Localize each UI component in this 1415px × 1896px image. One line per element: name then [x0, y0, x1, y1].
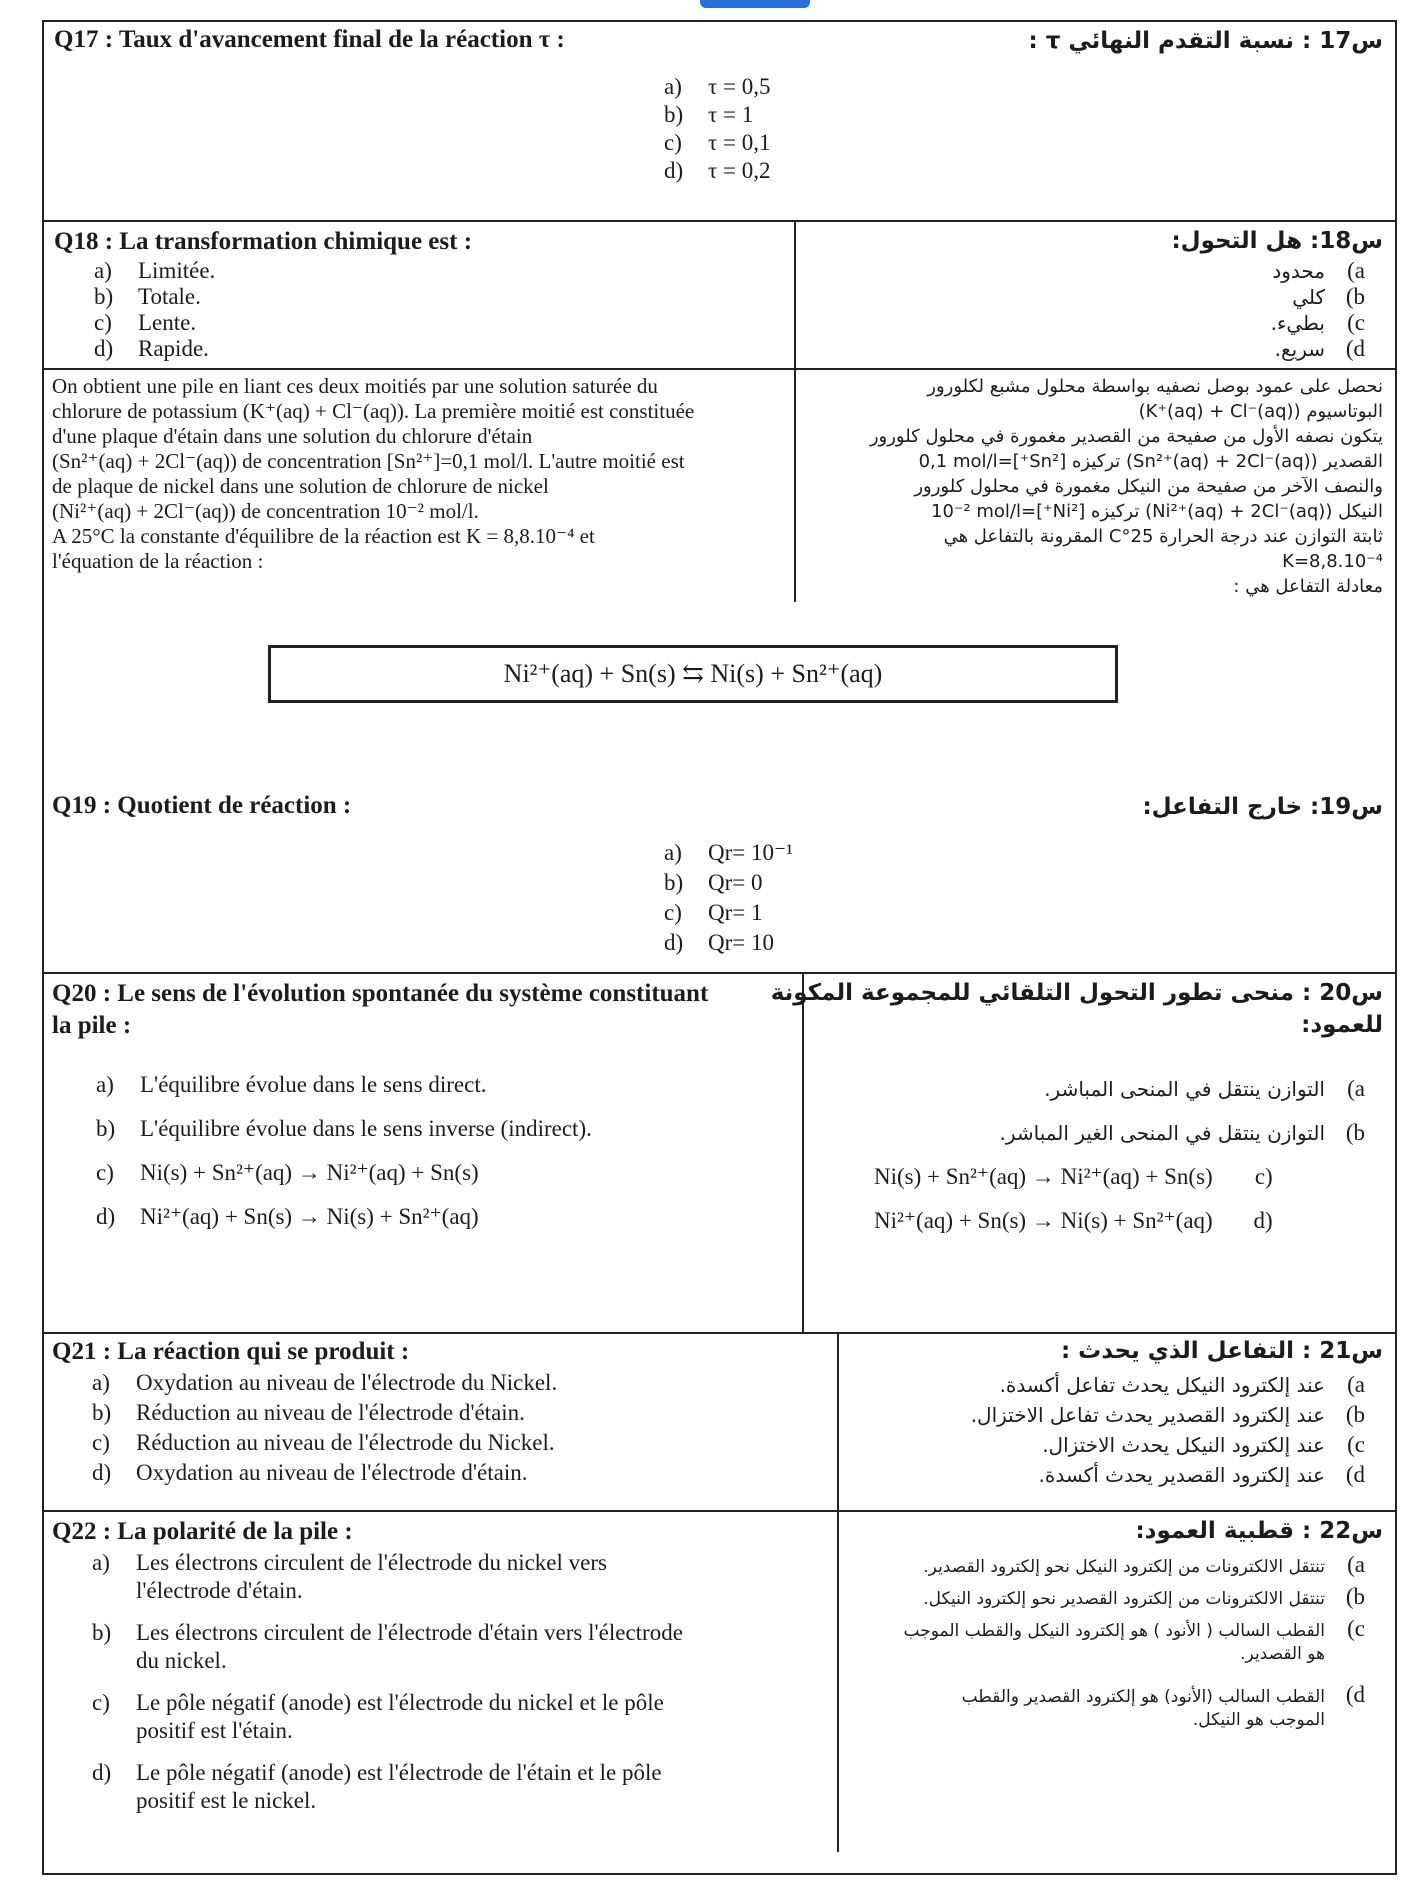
column-divider: [802, 974, 804, 1332]
q19-title-ar: س19: خارج التفاعل:: [1142, 794, 1383, 820]
q20-option-d-ar: Ni²⁺(aq) + Sn(s) → Ni(s) + Sn²⁺(aq) d): [874, 1208, 1273, 1233]
q22-option-a-fr-cont: l'électrode d'étain.: [136, 1578, 303, 1603]
column-divider: [794, 370, 796, 602]
reaction-equation: Ni²⁺(aq) + Sn(s) ⇆ Ni(s) + Sn²⁺(aq): [503, 659, 883, 688]
q19-option-c: c) Qr= 1: [664, 900, 763, 925]
q18-section: [44, 222, 1395, 370]
q17-option-b: b) τ = 1: [664, 102, 754, 127]
q22-option-c-ar-cont: هو القصدير.: [1240, 1644, 1325, 1664]
q20-section: [44, 974, 1395, 1334]
q22-option-d-fr: d) Le pôle négatif (anode) est l'électrode de l'étain et le pôle: [92, 1760, 662, 1785]
q18-option-d-fr: d) Rapide.: [94, 336, 209, 361]
q22-option-a-ar: a)تنتقل الالكترونات من إلكترود النيكل نحو إلكترود القصدير.: [923, 1552, 1365, 1577]
q21-option-a-fr: a) Oxydation au niveau de l'électrode du Nickel.: [92, 1370, 558, 1395]
q22-option-c-ar: c)القطب السالب ( الأنود ) هو إلكترود النيكل والقطب الموجب: [903, 1616, 1365, 1641]
q18-option-b-fr: b) Totale.: [94, 284, 201, 309]
context-paragraph-fr: On obtient une pile en liant ces deux moitiés par une solution saturée du chlorure de potassium (K⁺(aq) + Cl⁻(aq)). La première moitié est constituée d'une plaque d'étain dans une solution du chlorure d'étain (Sn²⁺(aq) + 2Cl⁻(aq)) de concentration [Sn²⁺]=0,1 mol/l. L'autre moitié est de plaque de nickel dans une solution de chlorure de nickel (Ni²⁺(aq) + 2Cl⁻(aq)) de concentration 10⁻² mol/l. A 25°C la constante d'équilibre de la réaction est K = 8,8.10⁻⁴ et l'équation de la réaction :: [52, 374, 695, 573]
q18-option-c-ar: c)بطيء.: [1270, 310, 1365, 335]
q21-title-ar: س21 : التفاعل الذي يحدث :: [1060, 1338, 1383, 1364]
q22-option-a-fr: a) Les électrons circulent de l'électrode du nickel vers: [92, 1550, 607, 1575]
q17-option-a: a) τ = 0,5: [664, 74, 771, 99]
q20-title-ar-line1: س20 : منحى تطور التحول التلقائي للمجموعة المكونة: [770, 980, 1383, 1006]
q22-title-fr: Q22 : La polarité de la pile :: [52, 1518, 353, 1545]
q20-option-b-fr: b) L'équilibre évolue dans le sens inverse (indirect).: [96, 1116, 592, 1141]
q21-option-c-ar: c)عند إلكترود النيكل يحدث الاختزال.: [1042, 1432, 1365, 1457]
q22-option-d-ar-cont: الموجب هو النيكل.: [1192, 1710, 1325, 1730]
q20-title-fr-line1: Q20 : Le sens de l'évolution spontanée du système constituant: [52, 980, 709, 1007]
reaction-equation-box: [268, 645, 1118, 703]
q22-option-b-fr: b) Les électrons circulent de l'électrode d'étain vers l'électrode: [92, 1620, 683, 1645]
q20-option-b-ar: b)التوازن ينتقل في المنحى الغير المباشر.: [999, 1120, 1365, 1145]
q22-option-b-ar: b)تنتقل الالكترونات من إلكترود القصدير نحو إلكترود النيكل.: [923, 1584, 1365, 1609]
q17-title-ar: س17 : نسبة التقدم النهائي τ :: [1028, 28, 1383, 54]
q18-option-a-ar: a)محدود: [1272, 258, 1365, 283]
context-paragraph-ar: نحصل على عمود بوصل نصفيه بواسطة محلول مشبع لكلورور البوتاسيوم (K⁺(aq) + Cl⁻(aq)) يتكون نصفه الأول من صفيحة من القصدير مغمورة في محلول كلورور القصدير (Sn²⁺(aq) + 2Cl⁻(aq)) تركيزه [Sn²⁺]=0,1 mol/l والنصف الآخر من صفيحة من النيكل مغمورة في محلول كلورور النيكل (Ni²⁺(aq) + 2Cl⁻(aq)) تركيزه [Ni²⁺]=10⁻² mol/l ثابتة التوازن عند درجة الحرارة 25°C المقرونة بالتفاعل هي K=8,8.10⁻⁴ معادلة التفاعل هي :: [869, 376, 1383, 597]
q22-title-ar: س22 : قطبية العمود:: [1135, 1518, 1383, 1544]
q22-option-d-fr-cont: positif est le nickel.: [136, 1788, 317, 1813]
q21-title-fr: Q21 : La réaction qui se produit :: [52, 1338, 410, 1365]
q21-option-d-ar: d)عند إلكترود القصدير يحدث أكسدة.: [1038, 1462, 1365, 1487]
column-divider: [837, 1512, 839, 1852]
q19-title-fr: Q19 : Quotient de réaction :: [52, 792, 352, 819]
q18-option-c-fr: c) Lente.: [94, 310, 197, 335]
q20-option-a-ar: a)التوازن ينتقل في المنحى المباشر.: [1044, 1076, 1365, 1101]
q19-option-d: d) Qr= 10: [664, 930, 774, 955]
q19-option-a: a) Qr= 10⁻¹: [664, 840, 794, 865]
q22-option-c-fr-cont: positif est l'étain.: [136, 1718, 293, 1743]
q22-option-d-ar: d)القطب السالب (الأنود) هو إلكترود القصدير والقطب: [961, 1682, 1365, 1707]
column-divider: [794, 222, 796, 368]
q20-option-c-fr: c) Ni(s) + Sn²⁺(aq) → Ni²⁺(aq) + Sn(s): [96, 1160, 479, 1185]
q17-option-c: c) τ = 0,1: [664, 130, 771, 155]
q20-title-fr-line2: la pile :: [52, 1012, 132, 1039]
q18-option-d-ar: d)سريع.: [1274, 336, 1365, 361]
q18-title-ar: س18: هل التحول:: [1171, 228, 1383, 254]
q21-option-b-fr: b) Réduction au niveau de l'électrode d'étain.: [92, 1400, 525, 1425]
q21-option-d-fr: d) Oxydation au niveau de l'électrode d'étain.: [92, 1460, 528, 1485]
exam-sheet: [42, 20, 1397, 1875]
q20-option-c-ar: Ni(s) + Sn²⁺(aq) → Ni²⁺(aq) + Sn(s) c): [874, 1164, 1273, 1189]
q21-option-c-fr: c) Réduction au niveau de l'électrode du Nickel.: [92, 1430, 555, 1455]
q20-title-ar-line2: للعمود:: [1301, 1012, 1383, 1038]
q21-option-a-ar: a)عند إلكترود النيكل يحدث تفاعل أكسدة.: [999, 1372, 1365, 1397]
q21-option-b-ar: b)عند إلكترود القصدير يحدث تفاعل الاختزال.: [970, 1402, 1365, 1427]
q21-section: [44, 1334, 1395, 1512]
q22-option-c-fr: c) Le pôle négatif (anode) est l'électrode du nickel et le pôle: [92, 1690, 664, 1715]
q17-option-d: d) τ = 0,2: [664, 158, 771, 183]
q18-option-a-fr: a) Limitée.: [94, 258, 216, 283]
q20-option-a-fr: a) L'équilibre évolue dans le sens direct.: [96, 1072, 487, 1097]
top-mark: [700, 0, 810, 8]
q18-option-b-ar: b)كلي: [1292, 284, 1365, 309]
q22-option-b-fr-cont: du nickel.: [136, 1648, 227, 1673]
q18-title-fr: Q18 : La transformation chimique est :: [54, 228, 473, 255]
column-divider: [837, 1334, 839, 1510]
q17-section: [44, 22, 1395, 222]
q22-section: [44, 1512, 1395, 1875]
q19-option-b: b) Qr= 0: [664, 870, 763, 895]
q17-title-fr: Q17 : Taux d'avancement final de la réaction τ :: [54, 26, 565, 53]
q20-option-d-fr: d) Ni²⁺(aq) + Sn(s) → Ni(s) + Sn²⁺(aq): [96, 1204, 479, 1229]
